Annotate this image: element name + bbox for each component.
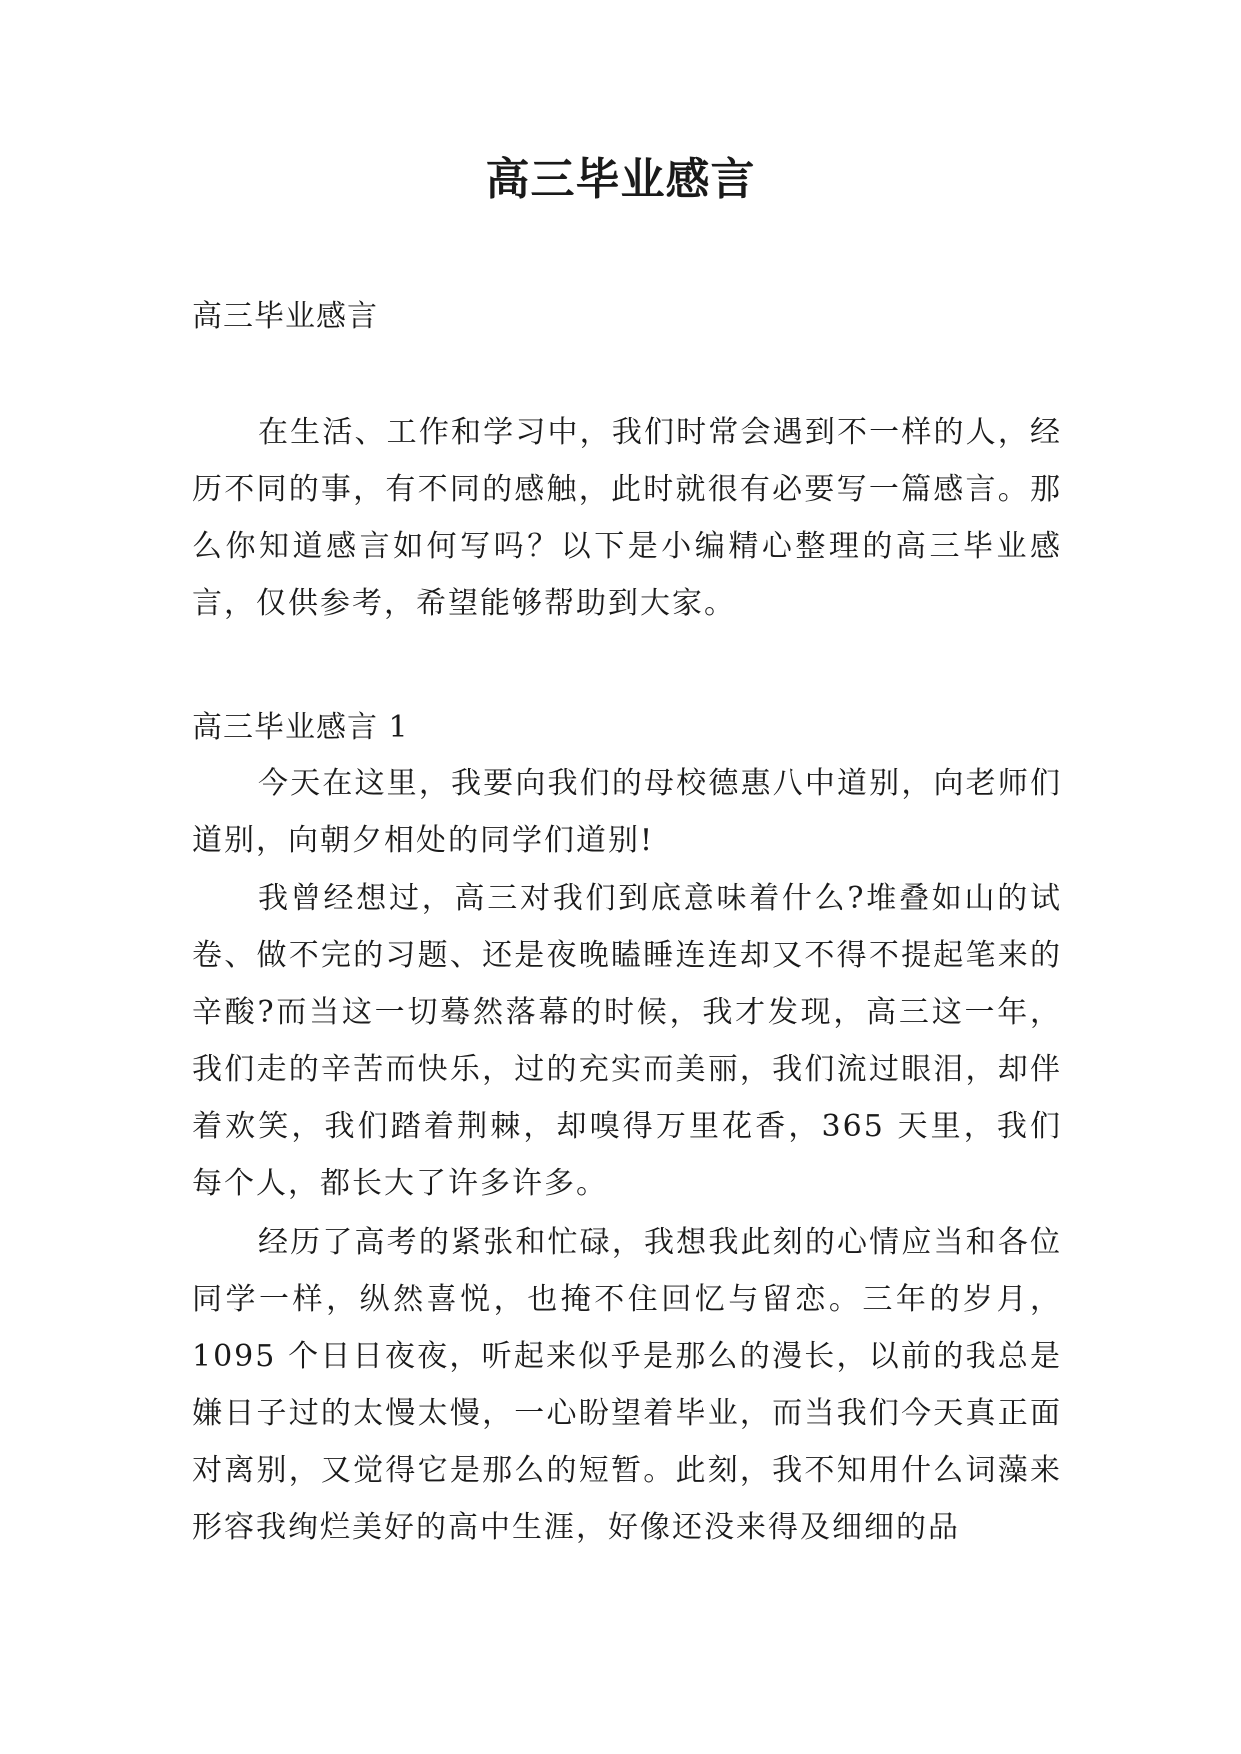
body-paragraph-2: 我曾经想过，高三对我们到底意味着什么?堆叠如山的试卷、做不完的习题、还是夜晚瞌睡连连却又不得不提起笔来的辛酸?而当这一切蓦然落幕的时候，我才发现，高三这一年，我们走的辛苦而快乐，过的充实而美丽，我们流过眼泪，却伴着欢笑，我们踏着荆棘，却嗅得万里花香，365 天里，我们每个人，都长大了许多许多。 [192,881,1062,1201]
body-paragraph-1: 今天在这里，我要向我们的母校德惠八中道别，向老师们道别，向朝夕相处的同学们道别! [192,766,1062,858]
section-heading: 高三毕业感言 1 [192,710,409,745]
document-subtitle: 高三毕业感言 [192,299,378,334]
intro-paragraph: 在生活、工作和学习中，我们时常会遇到不一样的人，经历不同的事，有不同的感触，此时就很有必要写一篇感言。那么你知道感言如何写吗？以下是小编精心整理的高三毕业感言，仅供参考，希望能够帮助到大家。 [192,415,1062,621]
document-title: 高三毕业感言 [485,154,756,205]
body-paragraph-3: 经历了高考的紧张和忙碌，我想我此刻的心情应当和各位同学一样，纵然喜悦，也掩不住回忆与留恋。三年的岁月，1095 个日日夜夜，听起来似乎是那么的漫长，以前的我总是嫌日子过的太慢太慢，一心盼望着毕业，而当我们今天真正面对离别，又觉得它是那么的短暂。此刻，我不知用什么词藻来形容我绚烂美好的高中生涯，好像还没来得及细细的品 [192,1225,1062,1545]
